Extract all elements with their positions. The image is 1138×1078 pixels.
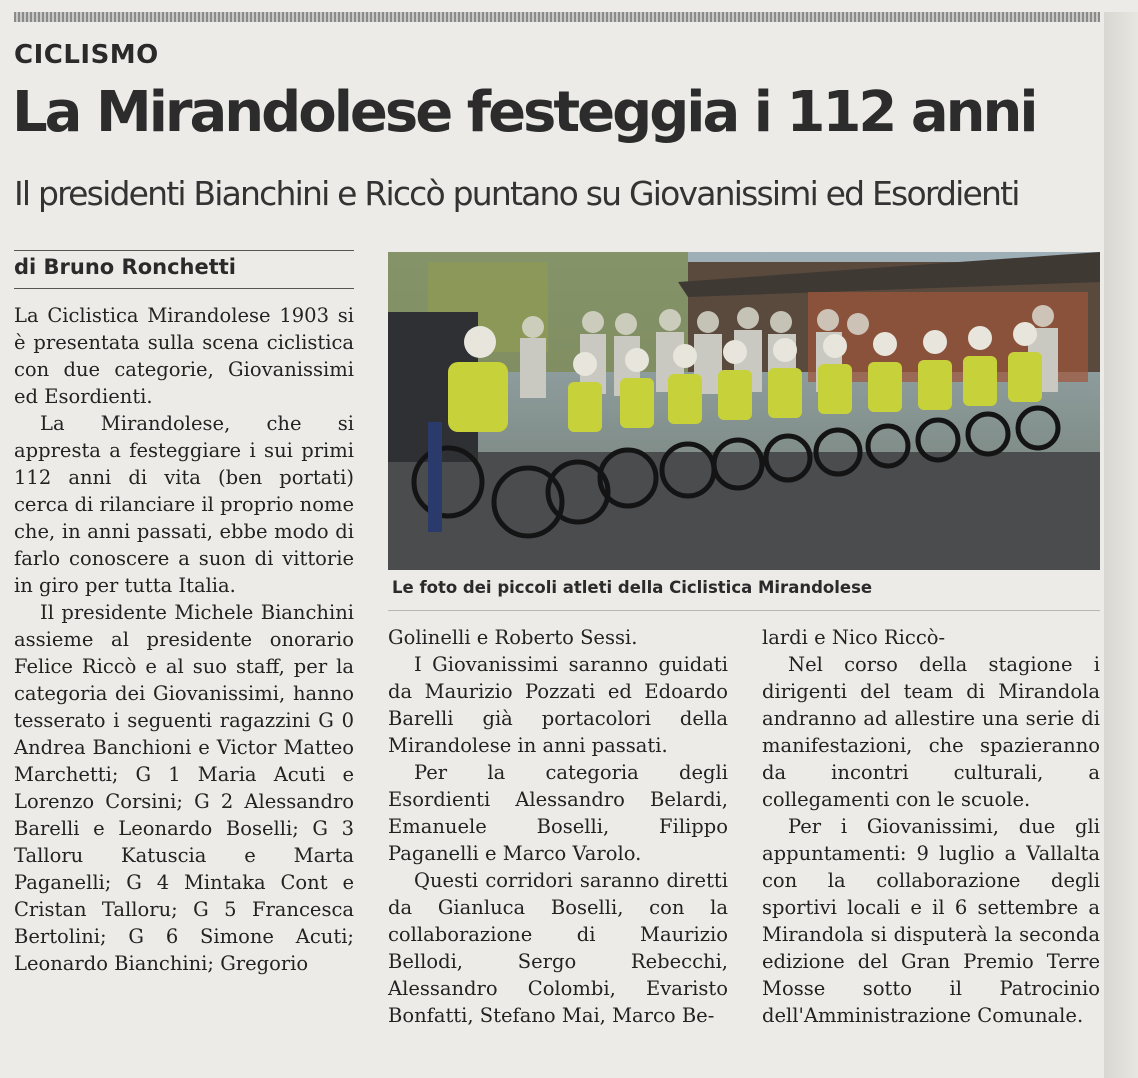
top-rule (14, 12, 1100, 22)
byline-rule-top (14, 250, 354, 251)
team-photo-illustration (388, 252, 1100, 570)
article-column-1 (14, 302, 354, 977)
paragraph: Questi corridori saranno diretti da Gianluca Boselli, con la collaborazione di Maurizio Bellodi, Sergo Rebecchi, Alessandro Colombi, Evaristo Bonfatti, Stefano Mai, Marco Be- (388, 869, 728, 1027)
byline: di Bruno Ronchetti (14, 255, 237, 279)
article-column-2 (388, 624, 728, 1029)
paragraph: Nel corso della stagione i dirigenti del team di Mirandola andranno ad allestire una serie di manifestazioni, che spazieranno da incontri culturali, a collegamenti con le scuole. (762, 653, 1100, 811)
caption-rule (388, 610, 1100, 611)
paragraph: Il presidente Michele Bianchini assieme al presidente onorario Felice Riccò e al suo staff, per la categoria dei Giovanissimi, hanno tesserato i seguenti ragazzini G 0 Andrea Banchioni e Victor Matteo Marchetti; G 1 Maria Acuti e Lorenzo Corsini; G 2 Alessandro Barelli e Leonardo Boselli; G 3 Talloru Katuscia e Marta Paganelli; G 4 Mintaka Cont e Cristan Talloru; G 5 Francesca Bertolini; G 6 Simone Acuti; Leonardo Bianchini; Gregorio (14, 601, 354, 975)
article-column-3 (762, 624, 1100, 1029)
paragraph: Golinelli e Roberto Sessi. (388, 626, 638, 649)
team-photo (388, 252, 1100, 570)
paragraph: Per i Giovanissimi, due gli appuntamenti: 9 luglio a Vallalta con la collaborazione degli sportivi locali e il 6 settembre a Mirandola si disputerà la seconda edizione del Gran Premio Terre Mosse sotto il Patrocinio dell'Amministrazione Comunale. (762, 815, 1100, 1027)
section-kicker: CICLISMO (14, 40, 159, 70)
photo-caption: Le foto dei piccoli atleti della Ciclistica Mirandolese (392, 578, 873, 597)
subheadline: Il presidenti Bianchini e Riccò puntano su Giovanissimi ed Esordienti (14, 174, 1019, 213)
headline: La Mirandolese festeggia i 112 anni (12, 80, 1036, 145)
paragraph: I Giovanissimi saranno guidati da Maurizio Pozzati ed Edoardo Barelli già portacolori della Mirandolese in anni passati. (388, 653, 728, 757)
paragraph: Per la categoria degli Esordienti Alessandro Belardi, Emanuele Boselli, Filippo Paganelli e Marco Varolo. (388, 761, 728, 865)
paragraph: lardi e Nico Riccò- (762, 626, 946, 649)
paragraph: La Ciclistica Mirandolese 1903 si è presentata sulla scena ciclistica con due categorie, Giovanissimi ed Esordienti. (14, 304, 354, 408)
byline-rule-bottom (14, 288, 354, 289)
paragraph: La Mirandolese, che si appresta a festeggiare i sui primi 112 anni di vita (ben portati) cerca di rilanciare il proprio nome che, in anni passati, ebbe modo di farlo conoscere a suon di vittorie in giro per tutta Italia. (14, 412, 354, 597)
